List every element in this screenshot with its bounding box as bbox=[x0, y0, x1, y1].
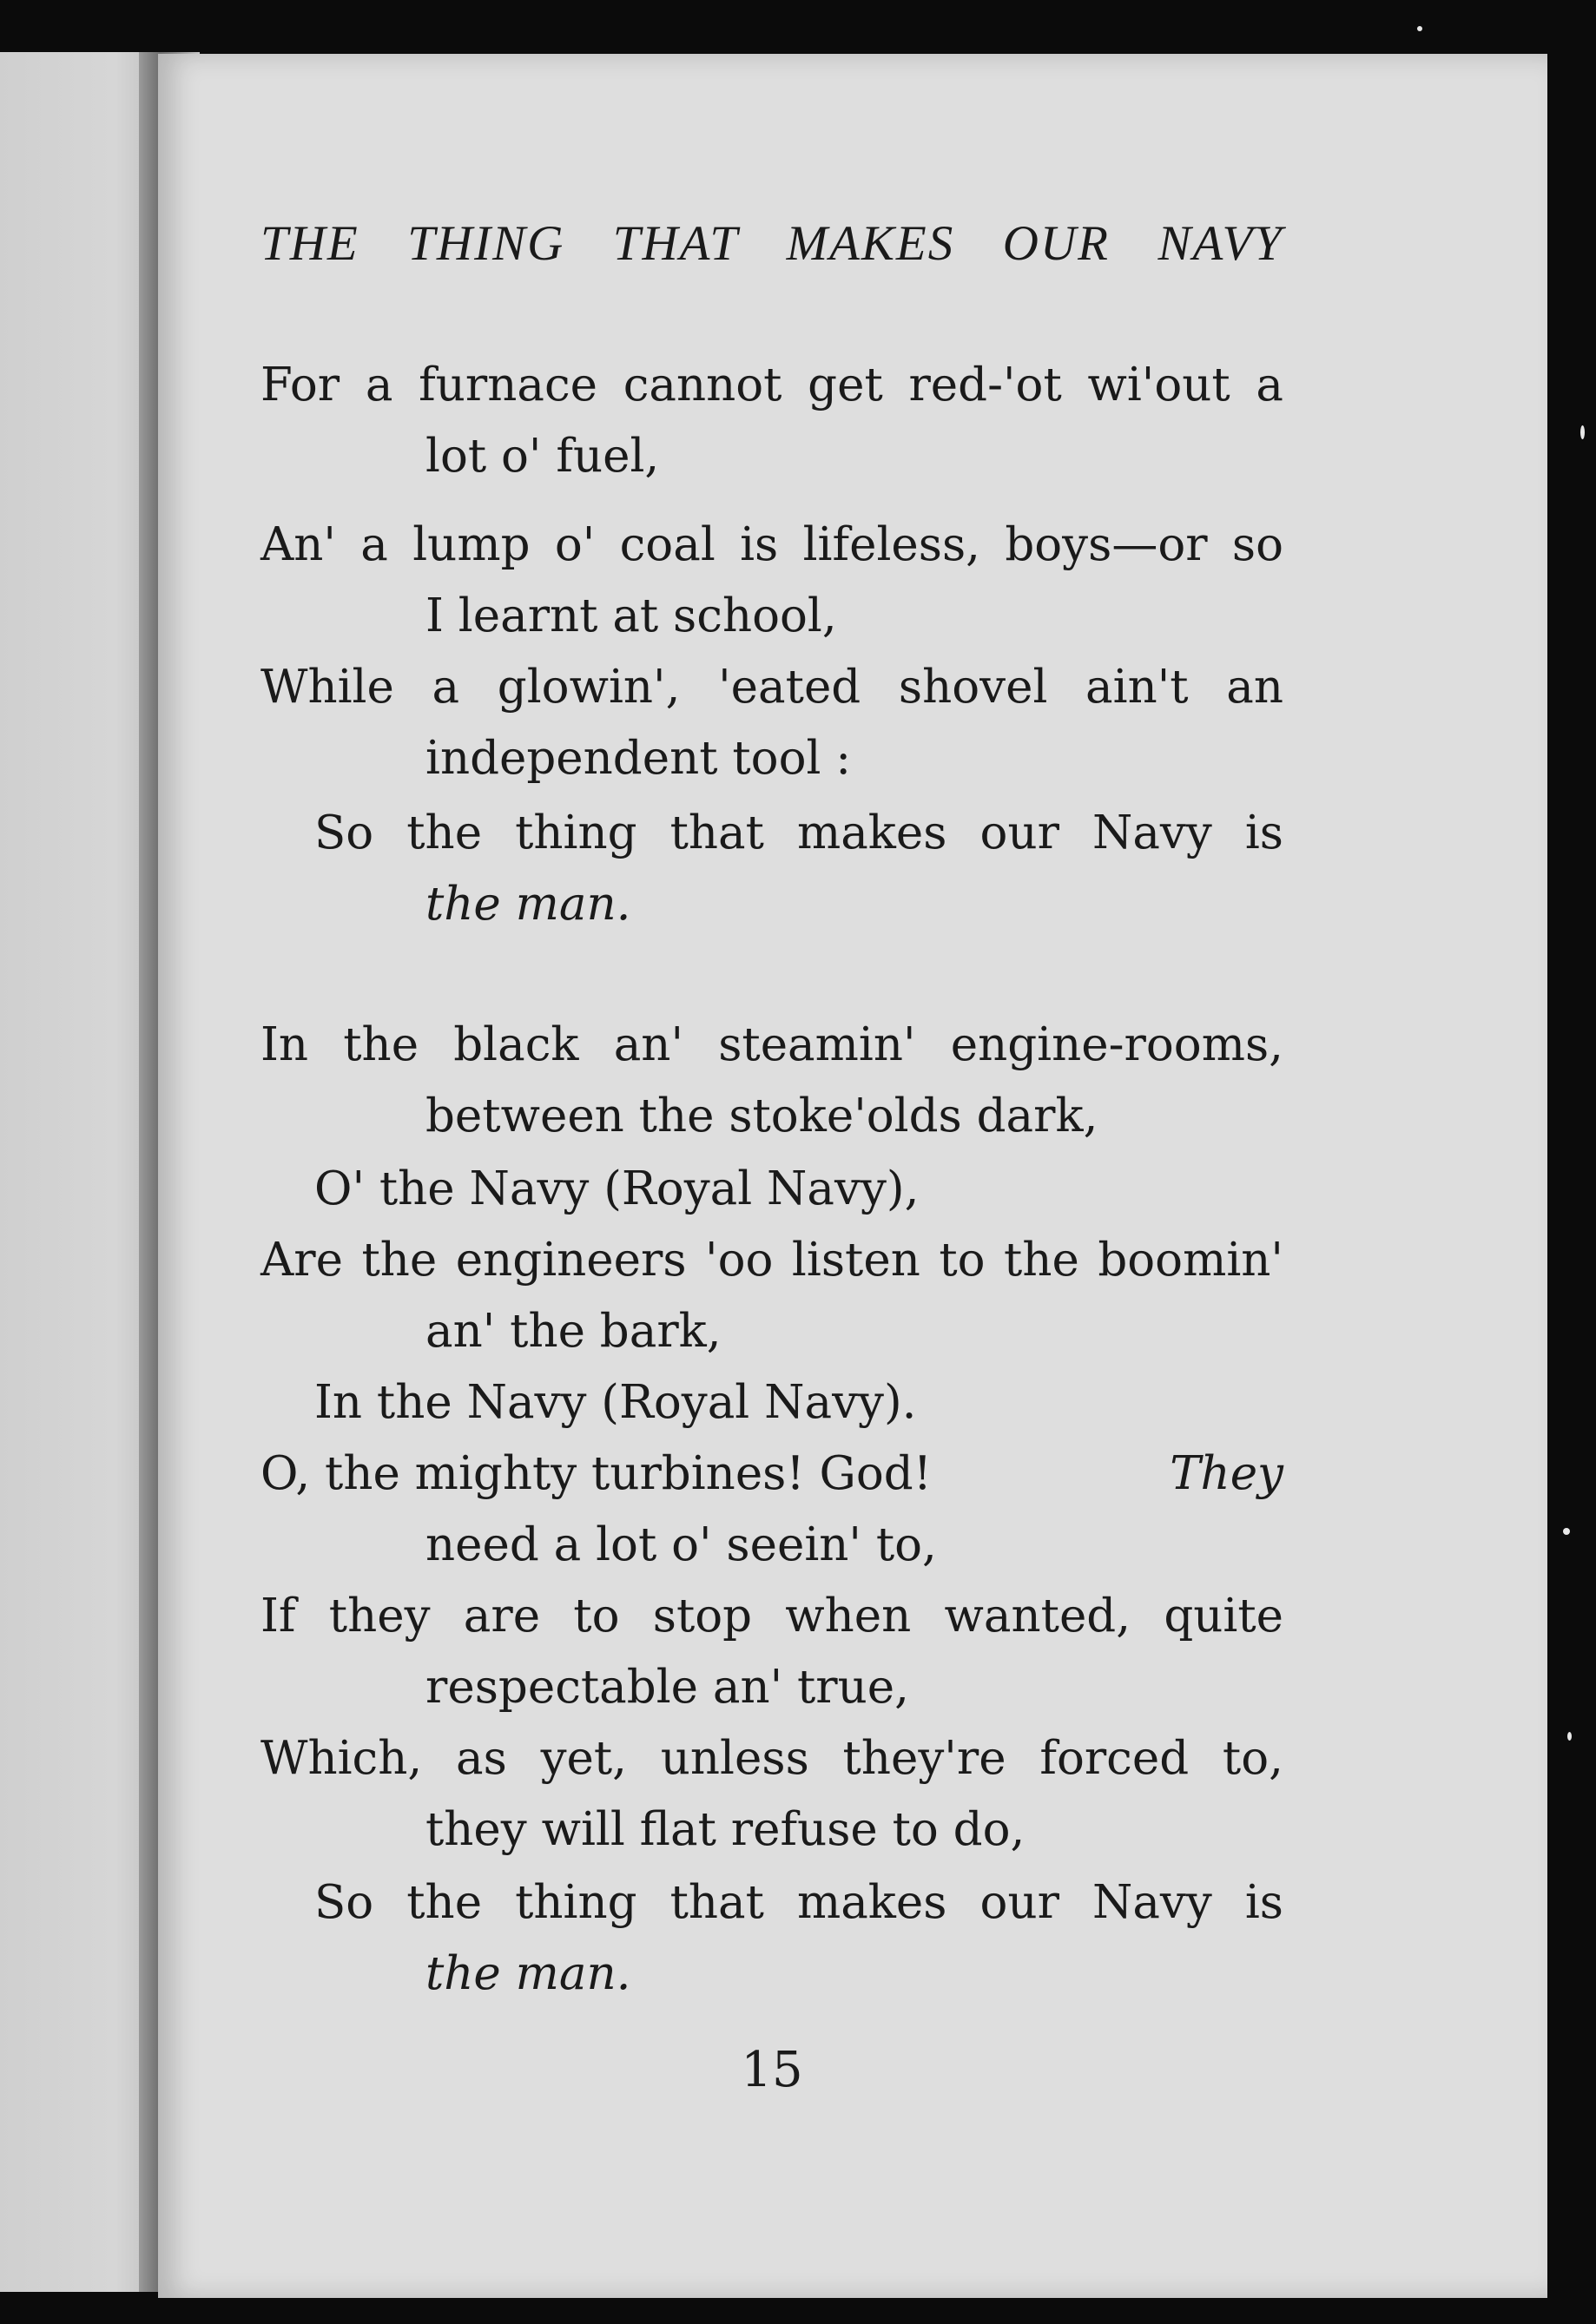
scan-speck bbox=[1567, 1732, 1572, 1741]
refrain-ending: the man. bbox=[425, 878, 631, 931]
scan-speck bbox=[1563, 1528, 1570, 1535]
verse-line bbox=[261, 1439, 1283, 1509]
scan-speck bbox=[1580, 425, 1585, 439]
running-head: THE THING THAT MAKES OUR NAVY bbox=[261, 216, 1283, 271]
verse-line-indented: O' the Navy (Royal Navy), bbox=[314, 1162, 920, 1215]
verse-line-continuation: I learnt at school, bbox=[425, 589, 837, 642]
verse-line: While a glowin', 'eated shovel ain't an bbox=[261, 661, 1283, 714]
verse-line-indented: In the Navy (Royal Navy). bbox=[314, 1376, 917, 1429]
verse-line-text: O, the mighty turbines! God! bbox=[261, 1447, 933, 1500]
refrain-line: So the thing that makes our Navy is bbox=[314, 1876, 1283, 1929]
verse-line: Which, as yet, unless they're forced to, bbox=[261, 1732, 1283, 1785]
verse-line-continuation: an' the bark, bbox=[425, 1305, 722, 1358]
verse-line: If they are to stop when wanted, quite bbox=[261, 1590, 1283, 1643]
verse-line-continuation: lot o' fuel, bbox=[425, 430, 660, 483]
verse-line-continuation: between the stoke'olds dark, bbox=[425, 1090, 1098, 1142]
verse-line-continuation: respectable an' true, bbox=[425, 1661, 909, 1714]
refrain-line: So the thing that makes our Navy is bbox=[314, 806, 1283, 859]
book-page bbox=[158, 54, 1547, 2298]
verse-line-continuation: they will flat refuse to do, bbox=[425, 1803, 1026, 1856]
verse-line: An' a lump o' coal is lifeless, boys—or so bbox=[261, 518, 1283, 571]
scan-speck bbox=[1417, 26, 1422, 31]
verse-line: In the black an' steamin' engine-rooms, bbox=[261, 1018, 1283, 1071]
verse-line-continuation: need a lot o' seein' to, bbox=[425, 1518, 937, 1571]
verse-line: Are the engineers 'oo listen to the boomin' bbox=[261, 1234, 1283, 1287]
verse-line-emphasis: They bbox=[1170, 1447, 1283, 1500]
page-number: 15 bbox=[741, 2042, 803, 2098]
refrain-ending: the man. bbox=[425, 1947, 631, 2000]
verse-line: For a furnace cannot get red-'ot wi'out a bbox=[261, 359, 1283, 411]
verse-line-continuation: independent tool : bbox=[425, 732, 852, 785]
